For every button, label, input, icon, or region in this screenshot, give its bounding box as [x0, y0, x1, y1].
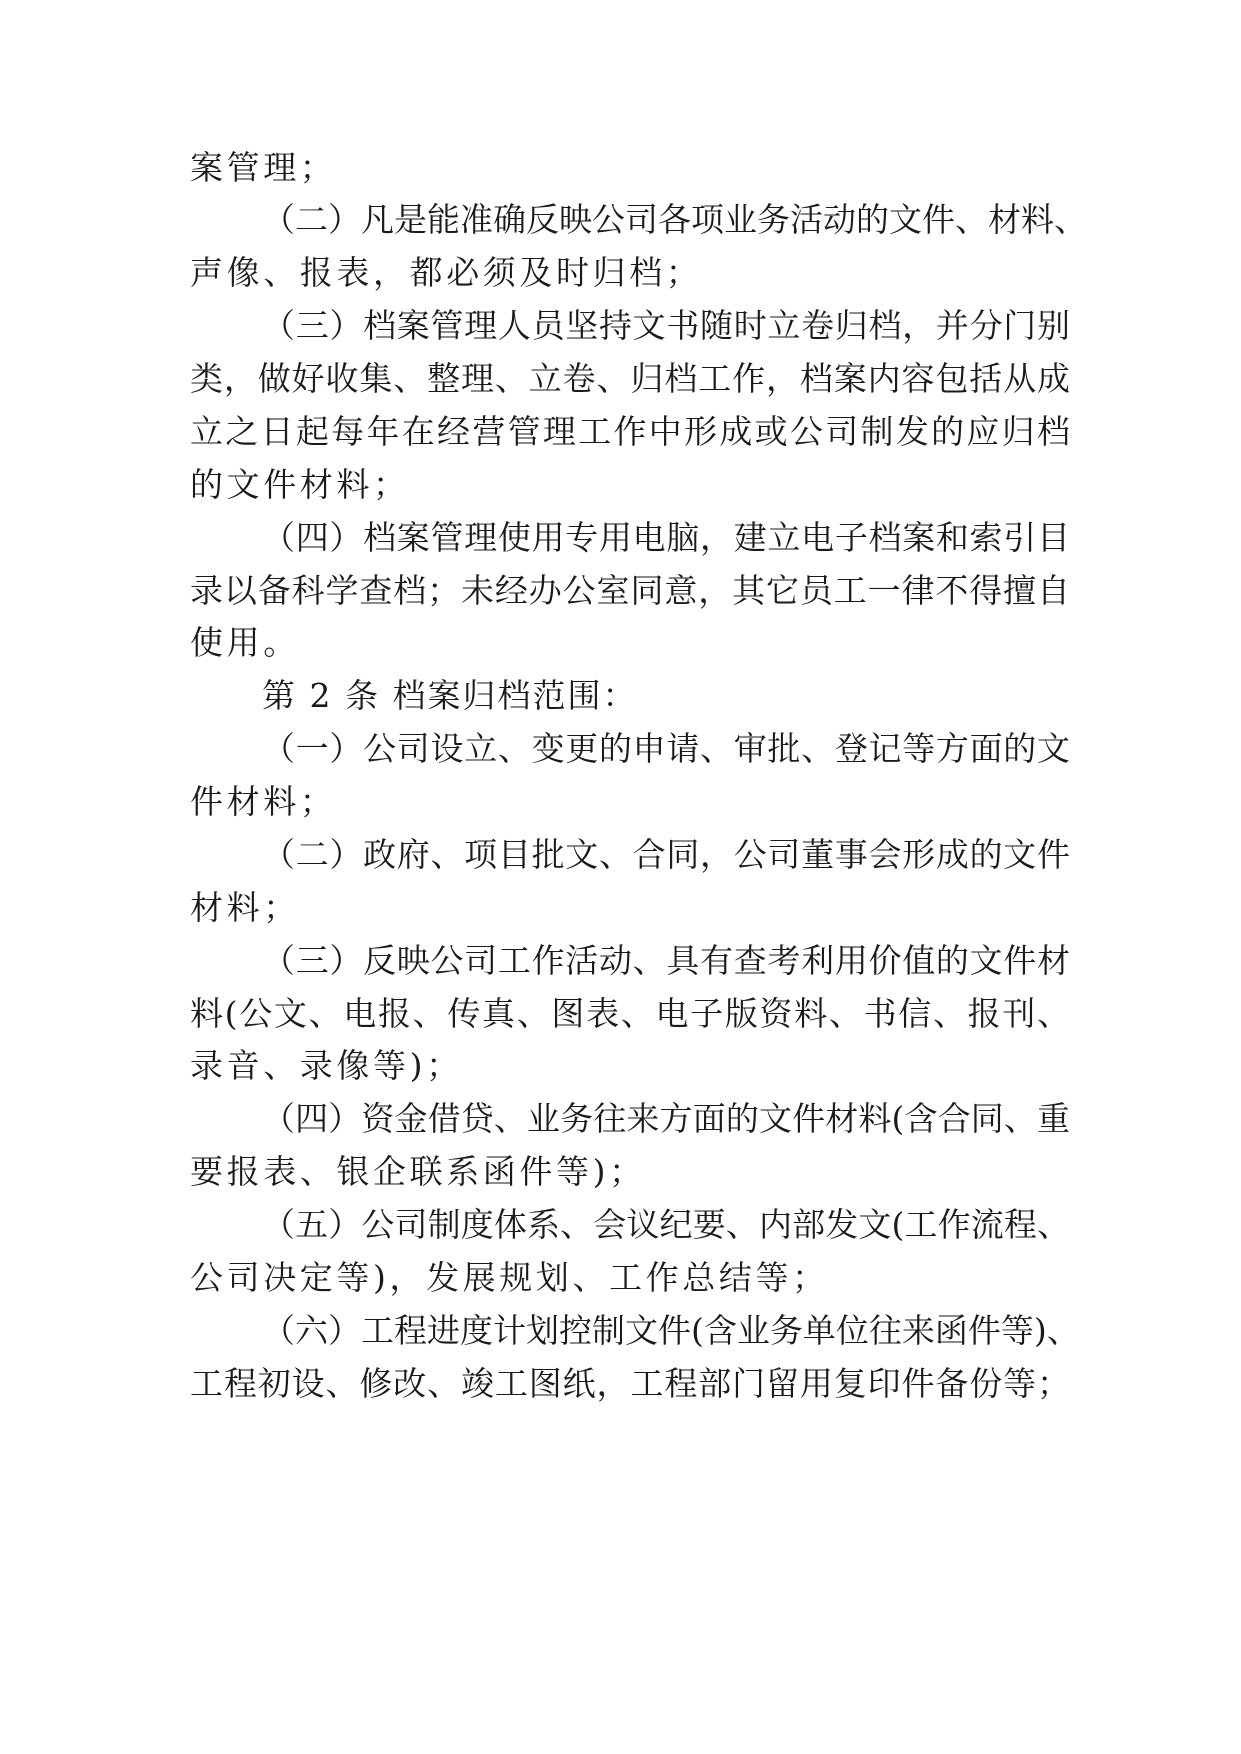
text-line: 件材料； — [190, 782, 337, 821]
article-heading: 第 2 条 档案归档范围： — [262, 676, 638, 715]
text-line: 材料； — [190, 888, 300, 927]
text-line: 公司决定等)，发展规划、工作总结等； — [190, 1258, 829, 1297]
paragraph-line: （二）凡是能准确反映公司各项业务活动的文件、材料、 — [262, 200, 1087, 239]
text-line: 类，做好收集、整理、立卷、归档工作，档案内容包括从成 — [190, 359, 1070, 398]
paragraph-line: （五）公司制度体系、会议纪要、内部发文(工作流程、 — [262, 1205, 1070, 1244]
text-line: 工程初设、修改、竣工图纸，工程部门留用复印件备份等； — [190, 1364, 1070, 1403]
text-line: 立之日起每年在经营管理工作中形成或公司制发的应归档 — [190, 412, 1070, 451]
text-line: 声像、报表，都必须及时归档； — [190, 253, 703, 292]
paragraph-line: （一）公司设立、变更的申请、审批、登记等方面的文 — [262, 729, 1070, 768]
paragraph-line: （四）档案管理使用专用电脑，建立电子档案和索引目 — [262, 518, 1070, 557]
text-line: 案管理； — [190, 148, 337, 187]
text-line: 料(公文、电报、传真、图表、电子版资料、书信、报刊、 — [190, 994, 1070, 1033]
text-line: 录以备科学查档；未经办公室同意，其它员工一律不得擅自 — [190, 571, 1070, 610]
text-line: 录音、录像等)； — [190, 1046, 463, 1085]
paragraph-line: （二）政府、项目批文、合同，公司董事会形成的文件 — [262, 835, 1070, 874]
text-line: 要报表、银企联系函件等)； — [190, 1152, 646, 1191]
paragraph-line: （六）工程进度计划控制文件(含业务单位往来函件等)、 — [262, 1311, 1080, 1350]
paragraph-line: （三）反映公司工作活动、具有查考利用价值的文件材 — [262, 941, 1070, 980]
paragraph-line: （三）档案管理人员坚持文书随时立卷归档，并分门别 — [262, 306, 1070, 345]
paragraph-line: （四）资金借贷、业务往来方面的文件材料(含合同、重 — [262, 1099, 1070, 1138]
text-line: 的文件材料； — [190, 465, 410, 504]
text-line: 使用。 — [190, 623, 300, 662]
